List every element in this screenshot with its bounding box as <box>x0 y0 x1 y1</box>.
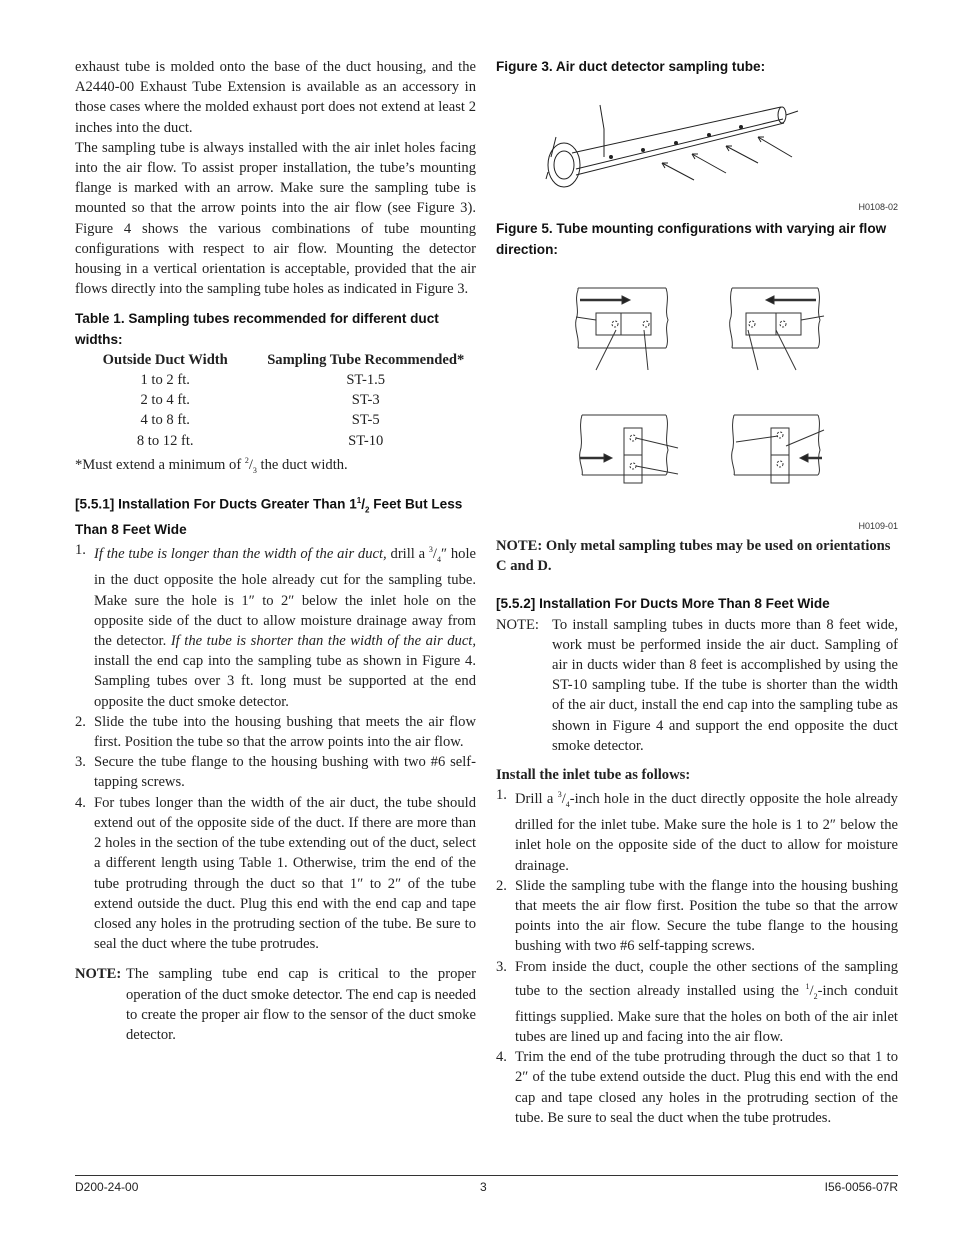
table-1-title: Table 1. Sampling tubes recommended for different duct widths: <box>75 311 439 347</box>
table-cell: ST-10 <box>348 432 384 449</box>
list-number: 1. <box>496 787 507 804</box>
footnote-sub: 3 <box>252 465 257 475</box>
list-text: Slide the sampling tube with the flange into the housing bushing that meets the air flow first. Position the tube so that the arrow points into the air flow. Secure the tube flange to the housing bushing with two #6 self-tapping screws. <box>515 877 898 955</box>
figure-5-title: Figure 5. Tube mounting configurations with varying air flow direction: <box>496 221 887 257</box>
list-text: Slide the tube into the housing bushing that meets the air flow first. Position the tube so that the arrow points into the air flow. <box>94 713 476 751</box>
fraction-sup: 1 <box>805 981 810 991</box>
section-5-5-1-heading: [5.5.1] Installation For Ducts Greater Than $1^1/_2$ Feet But Less Than 8 Feet Wide <box>75 495 463 538</box>
list-number: 1. <box>75 542 86 559</box>
fraction-sup: 3 <box>557 790 562 800</box>
end-cap-note <box>75 964 476 1045</box>
table-cell: 8 to 12 ft. <box>136 432 194 449</box>
footnote-text-end: the duct width. <box>256 456 348 473</box>
list-italic: If the tube is shorter than the width of the air duct, <box>170 633 476 650</box>
table-header-row <box>75 350 476 370</box>
footnote-text: *Must extend a minimum of <box>75 456 245 473</box>
list-text: -inch hole in the duct directly opposite the hole already drilled for the inlet tube. Make sure the hole is 1 to 2″ below the inlet hole on the opposite side of the duct to allow for moisture drainage. <box>515 791 898 874</box>
heading-text-end: Feet But Less Than 8 Feet Wide <box>75 496 463 538</box>
list-text: install the end cap into the sampling tube as shown in Figure 4. Sampling tubes over 3 ft. long must be supported at the end opposite the duct smoke detector. <box>94 653 476 710</box>
tube-mounting-configurations-figure <box>496 260 898 520</box>
list-text: For tubes longer than the width of the air duct, the tube should extend out of the opposite side of the duct. If there are more than 2 holes in the section of the tube extending out of the duct, select a different length using Table 1. Otherwise, trim the end of the tube protruding through the duct so that 1″ to 2″ of the tube extend outside the duct. Plug this end with the end cap and tape closed any holes in the protruding section of the tube. Be sure to seal the duct where the tube protrudes. <box>94 794 476 953</box>
list-number: 3. <box>496 958 507 975</box>
fraction-sub: 4 <box>565 800 570 810</box>
note-label: NOTE: <box>496 616 539 633</box>
intro-paragraph-2: The sampling tube is always installed with the air inlet holes facing into the air flow. To assist proper installation, the tube’s mounting flange is marked with an arrow. Make sure the sampling tube is mounted so that the arrow points into the air flow (see Figure 3). Figure 4 shows the various combinations of tube mounting configurations with respect to air flow. Mounting the detector housing in a vertical orientation is acceptable, provided that the air flows directly into the sampling tube holes as indicated in Figure 3. <box>75 139 476 298</box>
orientation-cd-note: NOTE: Only metal sampling tubes may be used on orientations C and D. <box>496 538 891 575</box>
list-item <box>75 793 476 955</box>
table-cell: ST-3 <box>351 392 380 409</box>
list-item: 3. From inside the duct, couple the other sections of the sampling tube to the section already installed using the $^1/_2$-inch conduit fittings supplied. Make sure that the holes on both of the air inlet tubes are lined up and facing into the air flow. <box>496 958 899 1046</box>
list-text: drill a <box>386 546 429 563</box>
figure-5-code: H0109-01 <box>858 520 898 531</box>
section-5-5-2-heading: [5.5.2] Installation For Ducts More Than 8 Feet Wide <box>496 596 830 612</box>
figure-3-title: Figure 3. Air duct detector sampling tube: <box>496 59 766 74</box>
table-footnote: *Must extend a minimum of $^2/_3$ the duct width. <box>75 455 348 475</box>
list-number: 4. <box>496 1049 507 1066</box>
fraction-sub: 4 <box>436 555 441 565</box>
footnote-sup: 2 <box>244 455 249 465</box>
heading-sup: 1 <box>356 495 362 505</box>
table-row <box>75 431 476 451</box>
right-column <box>496 57 898 1128</box>
list-item <box>496 1047 898 1128</box>
footer-form-number: I56-0056-07R <box>824 1180 898 1194</box>
list-item: 1. If the tube is longer than the width of the air duct, drill a $^3/_4''$ hole in the duct opposite the hole already cut for the sampling tube. Make sure the hole is 1″ to 2″ below the inlet hole on the opposite side of the duct to allow moisture drainage away from the detector. If the tube is shorter than the width of the air duct, install the end cap into the sampling tube as shown in Figure 4. Sampling tubes over 3 ft. long must be supported at the end opposite the duct smoke detector. <box>75 542 476 710</box>
inlet-tube-heading: Install the inlet tube as follows: <box>496 767 691 784</box>
note-label: NOTE: <box>75 966 122 983</box>
table-row <box>75 410 476 430</box>
list-item <box>496 876 898 957</box>
sampling-tube-table <box>75 350 476 451</box>
table-cell: ST-1.5 <box>346 372 386 389</box>
wide-duct-note <box>496 615 898 756</box>
inlet-steps-list <box>496 785 898 1128</box>
table-header-duct-width: Outside Duct Width <box>102 351 228 368</box>
list-text: From inside the duct, couple the other sections of the sampling tube to the section already installed using the <box>515 958 898 999</box>
list-item <box>75 752 476 792</box>
table-row <box>75 370 476 390</box>
table-cell: 1 to 2 ft. <box>140 372 190 389</box>
table-header-tube: Sampling Tube Recommended* <box>267 351 465 368</box>
list-italic: If the tube is longer than the width of the air duct, <box>94 546 387 563</box>
list-number: 2. <box>496 877 507 894</box>
table-cell: ST-5 <box>351 412 380 429</box>
list-number: 3. <box>75 754 86 771</box>
list-number: 4. <box>75 794 86 811</box>
fraction-sub: 2 <box>813 991 818 1001</box>
sampling-tube-figure <box>496 77 898 189</box>
list-item <box>75 712 476 752</box>
page-footer <box>75 1175 898 1194</box>
list-text: -inch conduit fittings supplied. Make sure that the holes on both of the air inlet tubes are lined up and facing into the air flow. <box>515 982 899 1046</box>
list-item: 1. Drill a $^3/_4$-inch hole in the duct directly opposite the hole already drilled for the inlet tube. Make sure the hole is 1 to 2″ below the inlet hole on the opposite side of the duct to allow for moisture drainage. <box>496 787 898 874</box>
heading-sub: 2 <box>365 505 370 515</box>
table-cell: 4 to 8 ft. <box>140 412 190 429</box>
install-steps-list <box>75 540 476 954</box>
intro-paragraph-1: exhaust tube is molded onto the base of the duct housing, and the A2440-00 Exhaust Tube Extension is available as an accessory in those cases where the molded exhaust port does not extend at least 2 inches into the duct. <box>75 59 476 136</box>
footer-doc-number: D200-24-00 <box>75 1180 139 1194</box>
note-text: To install sampling tubes in ducts more than 8 feet wide, work must be performed inside the air duct. Sampling of air in ducts wider than 8 feet is accomplished by using the ST-10 sampling tube. If the tube is shorter than the width of the air duct, install the end cap into the sampling tube as shown in Figure 4 and support the end opposite the duct smoke detector. <box>552 616 898 754</box>
list-text: ″ hole in the duct opposite the hole already cut for the sampling tube. Make sure the hole is 1″ to 2″ below the inlet hole on the opposite side of the duct to allow moisture drainage away from the detector. <box>94 546 476 650</box>
footer-page-number: 3 <box>480 1180 487 1194</box>
list-text: Drill a <box>515 791 558 808</box>
table-cell: 2 to 4 ft. <box>140 392 190 409</box>
figure-3-code: H0108-02 <box>858 202 898 213</box>
table-row <box>75 390 476 410</box>
list-text: Secure the tube flange to the housing bushing with two #6 self-tapping screws. <box>94 754 476 791</box>
fraction-sup: 3 <box>428 545 433 555</box>
heading-text: [5.5.1] Installation For Ducts Greater Than 1 <box>75 496 357 512</box>
list-number: 2. <box>75 713 86 730</box>
left-column <box>75 57 476 1045</box>
list-text: Trim the end of the tube protruding through the duct so that 1 to 2″ of the tube extend outside the duct. Plug this end with the end cap and tape closed any holes in the protruding section of the tube. Be sure to seal the duct when the tube protrudes. <box>515 1049 898 1126</box>
note-text: The sampling tube end cap is critical to the proper operation of the duct smoke detector. The end cap is needed to create the proper air flow to the sensor of the duct smoke detector. <box>126 966 476 1043</box>
